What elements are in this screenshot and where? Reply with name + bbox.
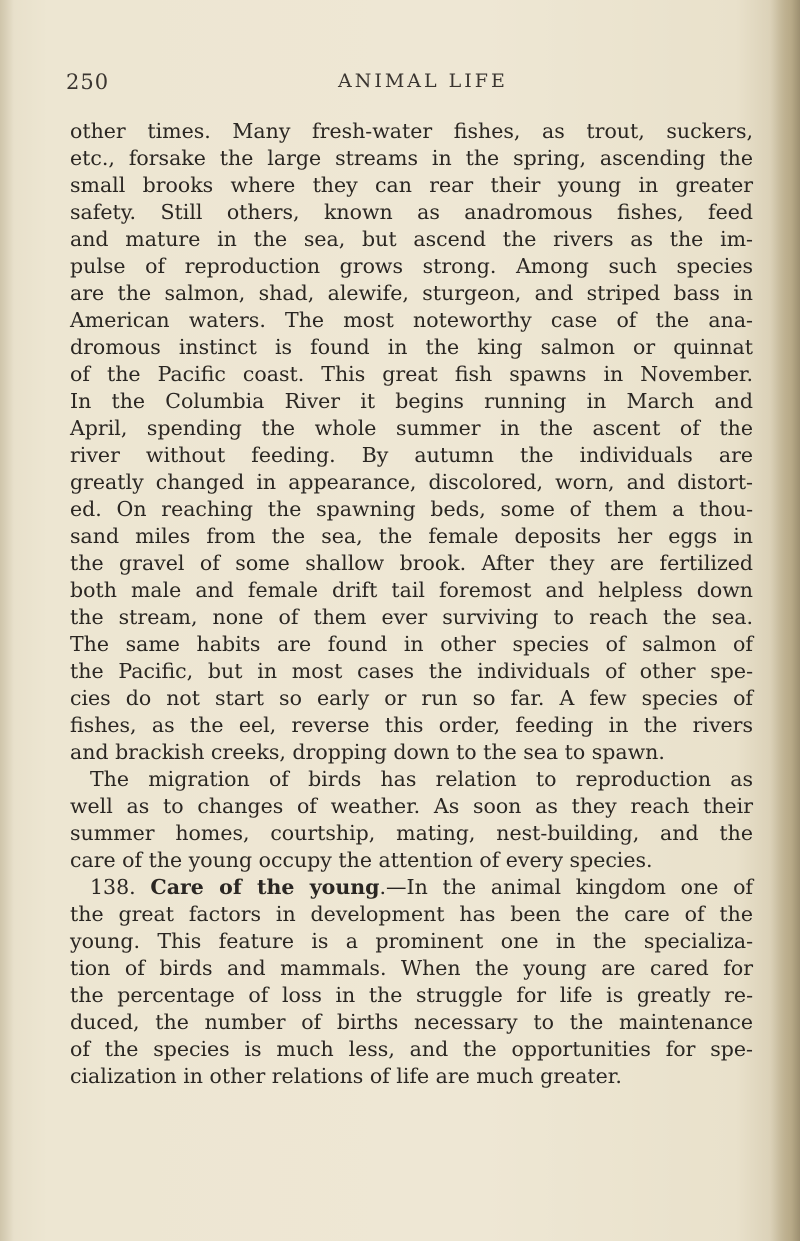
text-line: of the species is much less, and the opportunities for spe- bbox=[70, 1037, 753, 1061]
text-line: April, spending the whole summer in the ascent of the bbox=[70, 416, 753, 440]
text-line: cies do not start so early or run so far. A few species of bbox=[70, 686, 753, 710]
text-line: the percentage of loss in the struggle for life is greatly re- bbox=[70, 983, 753, 1007]
text-line: safety. Still others, known as anadromous fishes, feed bbox=[70, 200, 753, 224]
text-line: the Pacific, but in most cases the individuals of other spe- bbox=[70, 659, 753, 683]
text-line: of the Pacific coast. This great fish spawns in November. bbox=[70, 362, 753, 386]
running-head: ANIMAL LIFE bbox=[338, 70, 508, 92]
text-line: the gravel of some shallow brook. After they are fertilized bbox=[70, 551, 753, 575]
text-line: The same habits are found in other species of salmon of bbox=[70, 632, 753, 656]
text-line: well as to changes of weather. As soon as they reach their bbox=[70, 794, 753, 818]
section-heading: Care of the young bbox=[150, 875, 380, 899]
text-line: young. This feature is a prominent one in the specializa- bbox=[70, 929, 753, 953]
page-number: 250 bbox=[66, 70, 110, 94]
text-line: river without feeding. By autumn the individuals are bbox=[70, 443, 753, 467]
body-text bbox=[70, 118, 753, 1090]
section-heading-line bbox=[70, 874, 753, 901]
text-line: cialization in other relations of life are much greater. bbox=[70, 1064, 622, 1088]
text-line: The migration of birds has relation to reproduction as bbox=[90, 767, 753, 791]
text-line: other times. Many fresh-water fishes, as trout, suckers, bbox=[70, 119, 753, 143]
text-line: and mature in the sea, but ascend the rivers as the im- bbox=[70, 227, 753, 251]
text-line: tion of birds and mammals. When the young are cared for bbox=[70, 956, 753, 980]
text-line: etc., forsake the large streams in the spring, ascending the bbox=[70, 146, 753, 170]
page-header bbox=[0, 70, 800, 100]
text-line: and brackish creeks, dropping down to the sea to spawn. bbox=[70, 740, 665, 764]
page-edge-shadow bbox=[770, 0, 800, 1241]
text-line: small brooks where they can rear their young in greater bbox=[70, 173, 753, 197]
text-line: sand miles from the sea, the female deposits her eggs in bbox=[70, 524, 753, 548]
section-number: 138. bbox=[90, 875, 136, 899]
text-line: American waters. The most noteworthy case of the ana- bbox=[70, 308, 753, 332]
text-line: both male and female drift tail foremost and helpless down bbox=[70, 578, 753, 602]
text-line: summer homes, courtship, mating, nest-building, and the bbox=[70, 821, 753, 845]
text-line: care of the young occupy the attention of every species. bbox=[70, 848, 653, 872]
text-line: ed. On reaching the spawning beds, some of them a thou- bbox=[70, 497, 753, 521]
text-line: pulse of reproduction grows strong. Among such species bbox=[70, 254, 753, 278]
text-line: dromous instinct is found in the king salmon or quinnat bbox=[70, 335, 753, 359]
text-line: In the Columbia River it begins running in March and bbox=[70, 389, 753, 413]
text-line: are the salmon, shad, alewife, sturgeon, and striped bass in bbox=[70, 281, 753, 305]
text-line: greatly changed in appearance, discolored, worn, and distort- bbox=[70, 470, 753, 494]
section-heading-rest: .—In the animal kingdom one of bbox=[379, 875, 753, 899]
text-line: duced, the number of births necessary to the maintenance bbox=[70, 1010, 753, 1034]
text-line: the stream, none of them ever surviving to reach the sea. bbox=[70, 605, 753, 629]
text-line: the great factors in development has been the care of the bbox=[70, 902, 753, 926]
gutter-shadow bbox=[0, 0, 14, 1241]
text-line: fishes, as the eel, reverse this order, feeding in the rivers bbox=[70, 713, 753, 737]
